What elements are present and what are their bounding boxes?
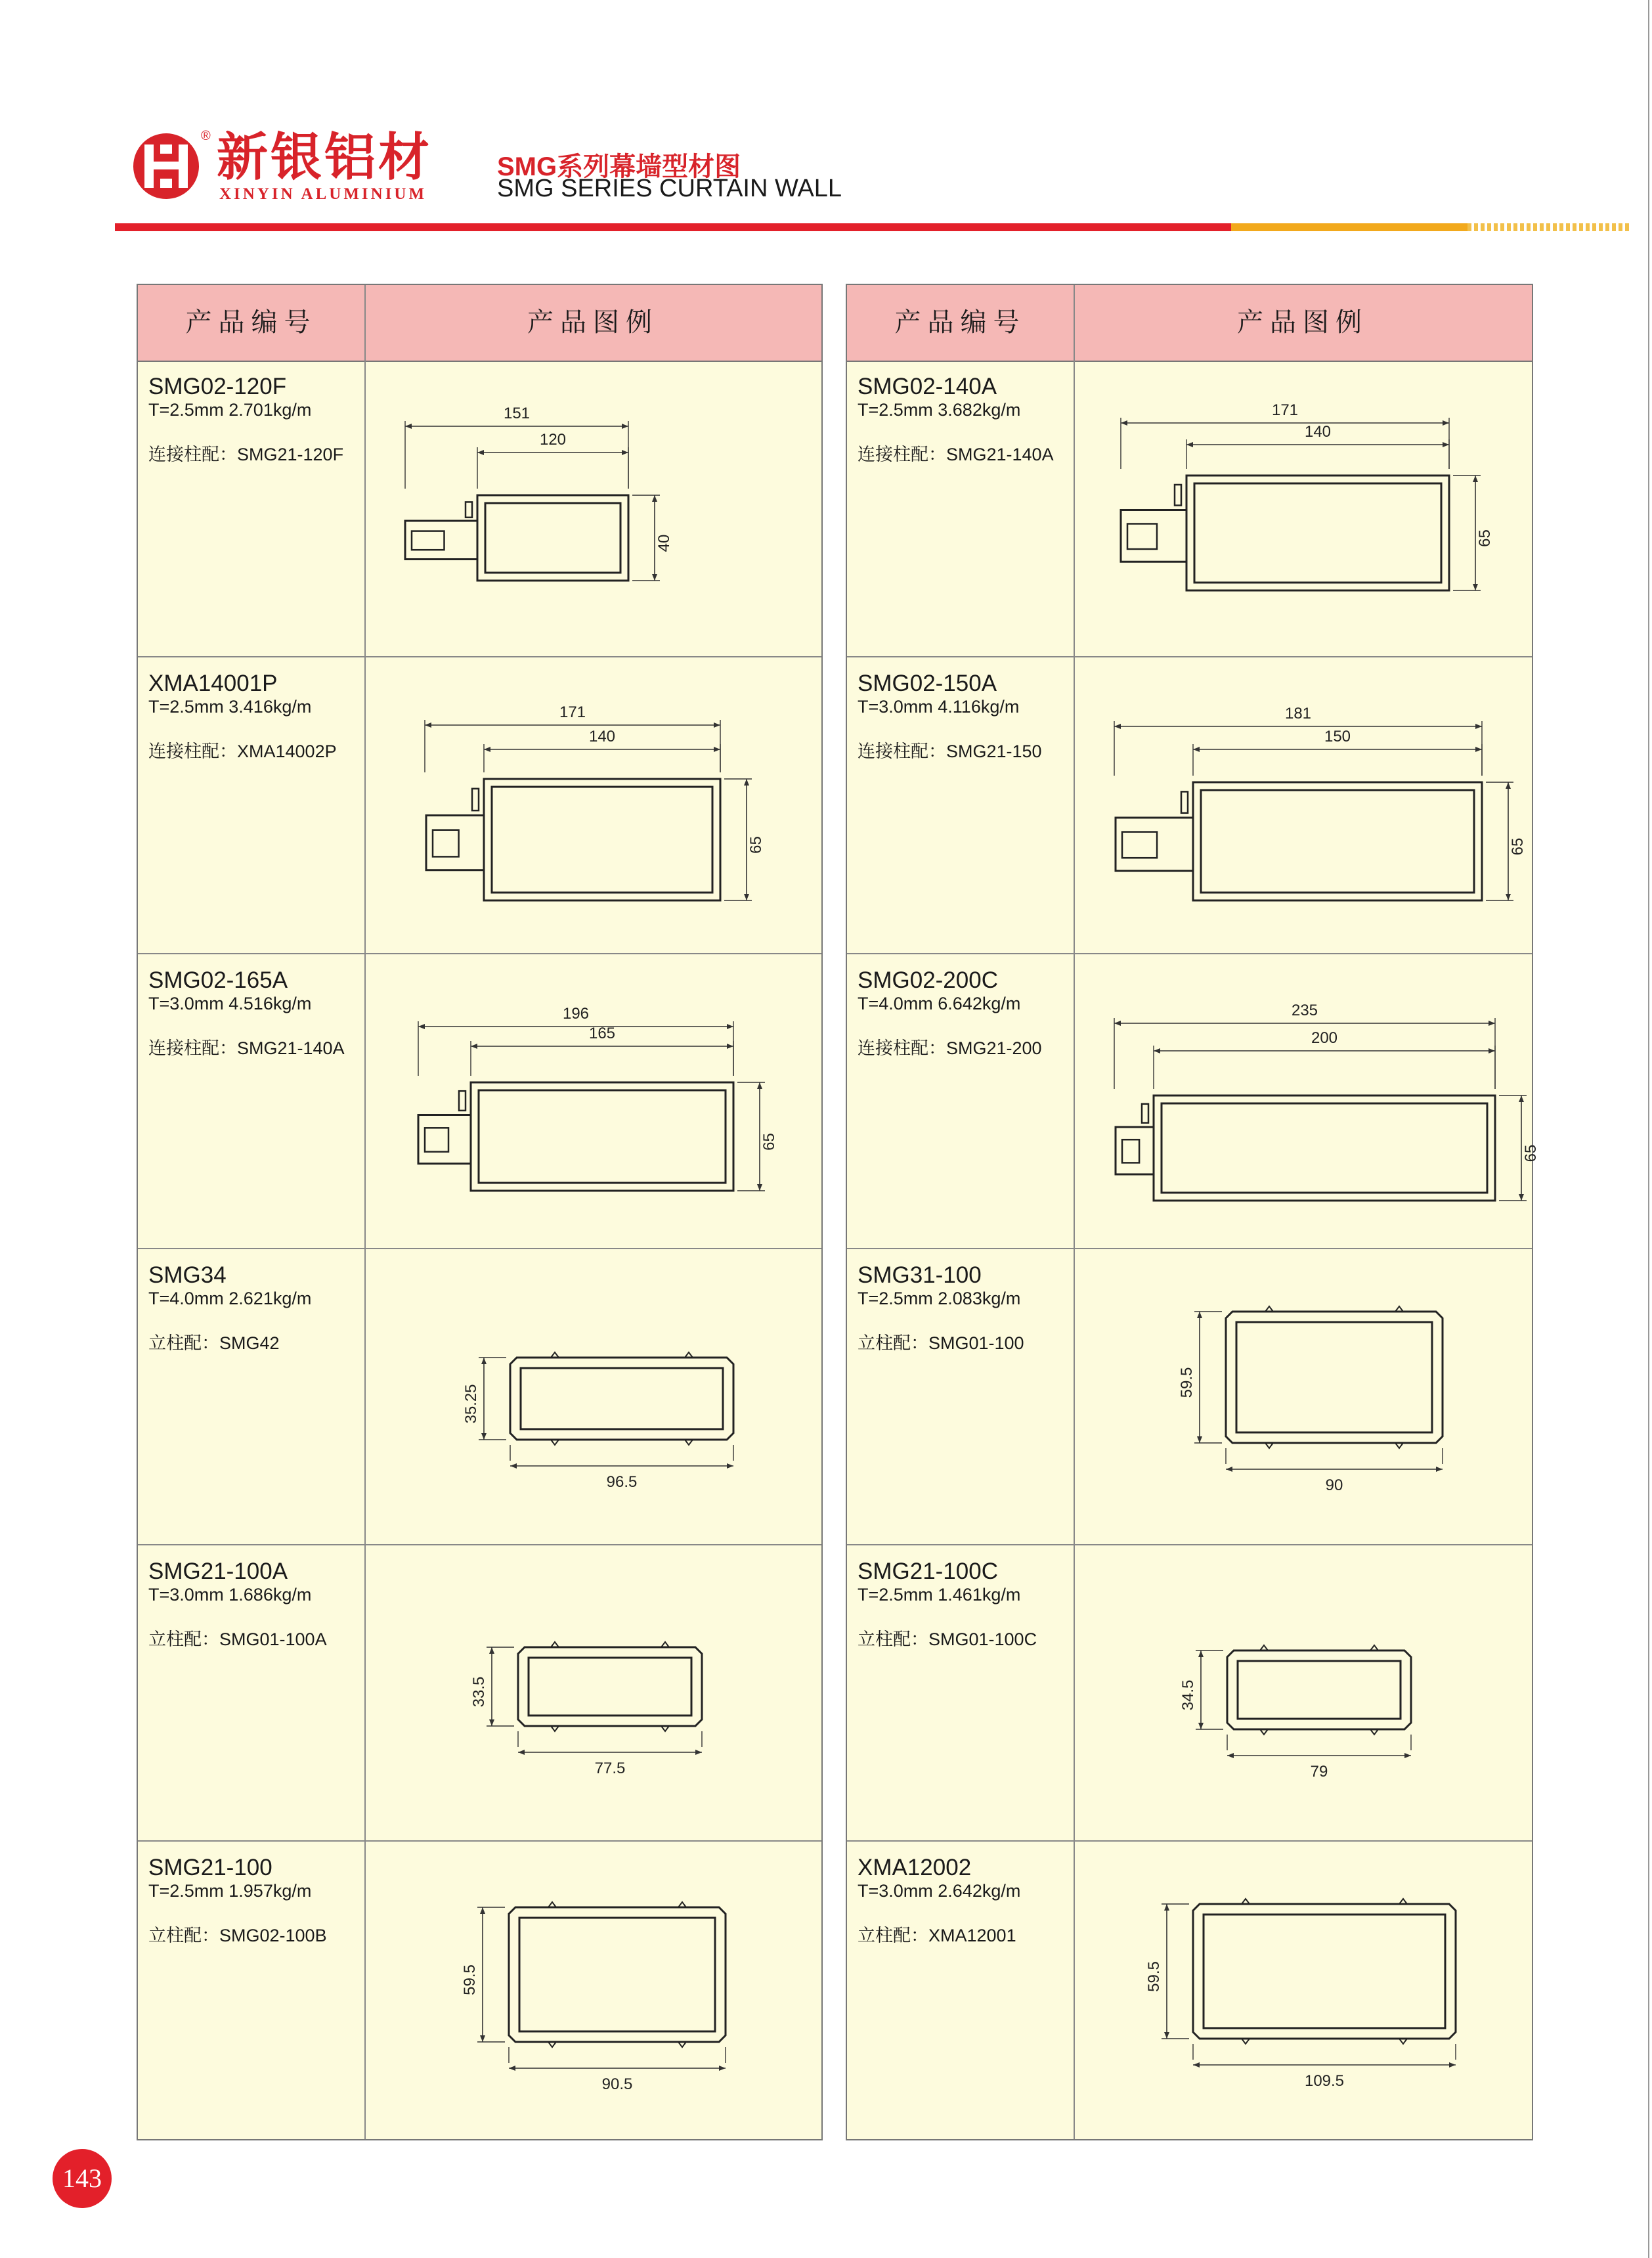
product-spec: T=3.0mm 4.516kg/m xyxy=(148,994,312,1013)
table-row xyxy=(138,361,821,656)
table-row xyxy=(138,656,821,953)
profile-drawing xyxy=(1075,657,1528,954)
dimension-overall-width: 171 xyxy=(559,703,586,721)
registered-mark: ® xyxy=(201,129,211,143)
table-row xyxy=(847,1248,1532,1544)
product-code: SMG02-120F xyxy=(148,374,287,399)
table-row xyxy=(847,953,1540,1248)
product-spec: T=3.0mm 4.116kg/m xyxy=(858,697,1020,717)
series-title-en: SMG SERIES CURTAIN WALL xyxy=(497,175,842,202)
product-spec: T=2.5mm 1.461kg/m xyxy=(858,1585,1021,1605)
profile-drawing xyxy=(1075,954,1540,1249)
brand-name-cn: 新银铝材 xyxy=(217,128,433,186)
product-matching-part: 立柱配：SMG42 xyxy=(148,1333,280,1353)
product-code: XMA14001P xyxy=(148,671,278,696)
table-row xyxy=(138,953,821,1248)
dimension-height: 59.5 xyxy=(1178,1367,1196,1398)
table-header xyxy=(138,285,821,362)
table-row xyxy=(138,1248,821,1544)
table-row xyxy=(847,361,1532,656)
dimension-height: 65 xyxy=(747,836,765,854)
profile-drawing xyxy=(366,1249,819,1545)
table-row xyxy=(847,1544,1532,1840)
product-info-cell xyxy=(138,657,364,953)
product-spec: T=3.0mm 1.686kg/m xyxy=(148,1585,312,1605)
profile-drawing-cell xyxy=(366,1842,821,2140)
profile-drawing xyxy=(1075,1249,1528,1545)
dimension-width: 79 xyxy=(1310,1763,1328,1781)
profile-drawing-cell xyxy=(1075,1842,1532,2140)
profile-drawing xyxy=(366,954,819,1249)
product-matching-part: 立柱配：SMG01-100C xyxy=(858,1629,1037,1649)
column-header-code: 产品编号 xyxy=(185,308,317,337)
product-spec: T=4.0mm 6.642kg/m xyxy=(858,994,1021,1013)
dimension-height: 59.5 xyxy=(1145,1961,1163,1992)
product-table-right xyxy=(846,284,1540,2140)
profile-drawing xyxy=(1075,1842,1528,2142)
page-number: 143 xyxy=(53,2149,112,2208)
profile-drawing xyxy=(366,1842,819,2142)
header-rule xyxy=(115,223,1517,231)
xinyin-logo-icon xyxy=(130,130,202,202)
product-info-cell xyxy=(138,1842,364,2140)
product-code: SMG31-100 xyxy=(858,1262,982,1288)
product-code: SMG02-150A xyxy=(858,671,997,696)
product-info-cell xyxy=(847,657,1074,953)
profile-drawing xyxy=(366,361,819,656)
dimension-inner-width: 140 xyxy=(588,728,616,745)
product-info-cell xyxy=(138,954,364,1248)
product-info-cell xyxy=(138,361,364,656)
dimension-height: 65 xyxy=(760,1133,778,1151)
dimension-overall-width: 181 xyxy=(1284,705,1312,722)
product-spec: T=2.5mm 3.682kg/m xyxy=(858,400,1021,420)
dimension-width: 90 xyxy=(1325,1476,1343,1494)
brand-name-en: XINYIN ALUMINIUM xyxy=(219,185,427,203)
profile-drawing xyxy=(1075,1545,1528,1842)
profile-drawing xyxy=(1075,361,1528,656)
profile-drawing-cell xyxy=(1075,361,1532,656)
product-info-cell xyxy=(847,1545,1074,1840)
profile-drawing-cell xyxy=(1075,657,1532,953)
product-code: SMG21-100 xyxy=(148,1855,272,1880)
product-code: SMG02-200C xyxy=(858,967,998,993)
product-matching-part: 连接柱配：SMG21-140A xyxy=(858,445,1054,464)
product-code: SMG21-100C xyxy=(858,1559,998,1584)
table-row xyxy=(138,1840,821,2140)
dimension-overall-width: 196 xyxy=(562,1005,590,1023)
product-matching-part: 立柱配：SMG01-100A xyxy=(148,1629,327,1649)
profile-drawing-cell xyxy=(366,1545,821,1840)
product-spec: T=4.0mm 2.621kg/m xyxy=(148,1289,312,1308)
dimension-height: 65 xyxy=(1522,1144,1540,1162)
product-spec: T=2.5mm 2.701kg/m xyxy=(148,400,312,420)
product-info-cell xyxy=(847,361,1074,656)
profile-drawing xyxy=(366,657,819,954)
product-code: SMG02-165A xyxy=(148,967,288,993)
product-matching-part: 立柱配：SMG02-100B xyxy=(148,1926,327,1945)
product-code: SMG02-140A xyxy=(858,374,997,399)
profile-drawing-cell xyxy=(366,361,821,656)
dimension-width: 77.5 xyxy=(594,1760,626,1777)
product-matching-part: 连接柱配：SMG21-150 xyxy=(858,742,1042,761)
product-info-cell xyxy=(847,954,1074,1248)
product-spec: T=3.0mm 2.642kg/m xyxy=(858,1881,1021,1901)
profile-drawing-cell xyxy=(1075,954,1540,1248)
dimension-inner-width: 165 xyxy=(588,1025,616,1042)
dimension-inner-width: 120 xyxy=(539,431,567,449)
product-matching-part: 立柱配：XMA12001 xyxy=(858,1926,1016,1945)
product-code: SMG21-100A xyxy=(148,1559,288,1584)
product-info-cell xyxy=(138,1249,364,1544)
profile-drawing-cell xyxy=(366,657,821,953)
product-matching-part: 立柱配：SMG01-100 xyxy=(858,1333,1024,1353)
product-table-left xyxy=(137,284,823,2140)
product-matching-part: 连接柱配：XMA14002P xyxy=(148,742,337,761)
page-header xyxy=(0,0,1652,236)
profile-drawing-cell xyxy=(366,1249,821,1544)
dimension-height: 35.25 xyxy=(462,1384,480,1424)
product-spec: T=2.5mm 2.083kg/m xyxy=(858,1289,1021,1308)
product-info-cell xyxy=(847,1249,1074,1544)
dimension-inner-width: 200 xyxy=(1311,1029,1338,1047)
profile-drawing-cell xyxy=(366,954,821,1248)
dimension-inner-width: 150 xyxy=(1324,728,1351,745)
product-matching-part: 连接柱配：SMG21-140A xyxy=(148,1038,345,1058)
table-header xyxy=(847,285,1532,362)
column-header-image: 产品图例 xyxy=(527,308,659,337)
product-info-cell xyxy=(138,1545,364,1840)
profile-drawing-cell xyxy=(1075,1249,1532,1544)
profile-drawing-cell xyxy=(1075,1545,1532,1840)
dimension-height: 34.5 xyxy=(1179,1679,1197,1711)
column-header-code: 产品编号 xyxy=(894,308,1026,337)
dimension-height: 40 xyxy=(655,534,673,552)
product-info-cell xyxy=(847,1842,1074,2140)
dimension-height: 59.5 xyxy=(461,1964,479,1995)
dimension-width: 96.5 xyxy=(606,1473,638,1491)
product-matching-part: 连接柱配：SMG21-120F xyxy=(148,445,344,464)
product-code: SMG34 xyxy=(148,1262,227,1288)
dimension-height: 65 xyxy=(1509,837,1527,856)
dimension-width: 90.5 xyxy=(601,2075,633,2093)
dimension-overall-width: 171 xyxy=(1271,401,1299,419)
page-edge-line xyxy=(1648,0,1649,2258)
table-row xyxy=(847,1840,1532,2140)
dimension-overall-width: 235 xyxy=(1291,1002,1318,1019)
table-row xyxy=(138,1544,821,1840)
table-row xyxy=(847,656,1532,953)
column-header-image: 产品图例 xyxy=(1237,308,1368,337)
dimension-inner-width: 140 xyxy=(1304,423,1332,441)
profile-drawing xyxy=(366,1545,819,1842)
product-spec: T=2.5mm 1.957kg/m xyxy=(148,1881,312,1901)
dimension-width: 109.5 xyxy=(1304,2072,1345,2090)
series-title-cn: SMG系列幕墙型材图 xyxy=(497,152,741,181)
dimension-height: 33.5 xyxy=(470,1676,488,1708)
product-spec: T=2.5mm 3.416kg/m xyxy=(148,697,312,717)
product-code: XMA12002 xyxy=(858,1855,972,1880)
dimension-height: 65 xyxy=(1476,529,1494,547)
dimension-overall-width: 151 xyxy=(503,405,531,422)
product-matching-part: 连接柱配：SMG21-200 xyxy=(858,1038,1042,1058)
